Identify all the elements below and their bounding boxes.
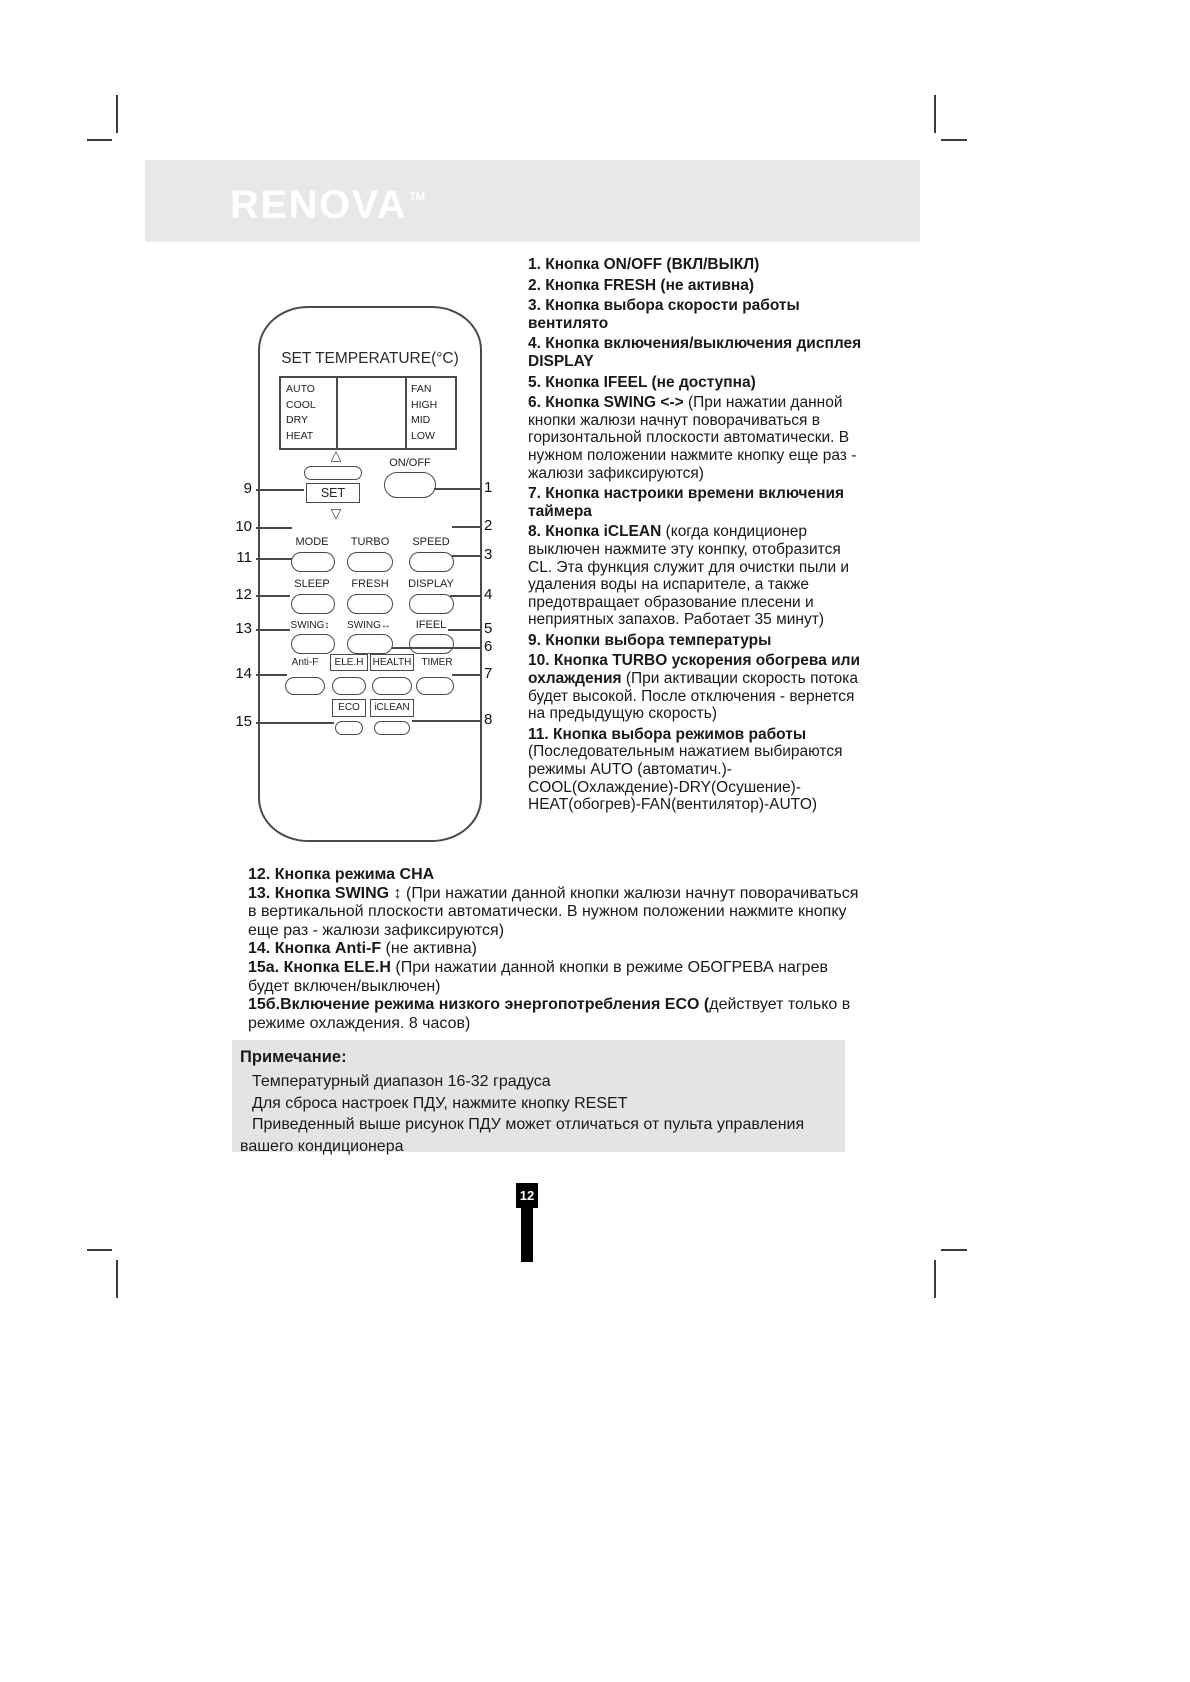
description-10-bold: 10. Кнопка TURBO ускорения обогрева или охлаждения [528,652,861,688]
callout-line-14 [256,674,287,676]
temp-up-icon: △ [330,447,342,463]
callout-line-9 [256,489,304,491]
description-5-bold: 5. Кнопка IFEEL (не доступна) [528,373,756,391]
sleep-button [291,594,335,614]
description-11-bold: 11. Кнопка выбора режимов работы [528,725,807,743]
crop-mark-top-left-v [116,95,118,133]
description-13 [248,885,868,941]
header-banner [145,160,920,242]
callout-line-15 [256,722,334,724]
speed-button [409,552,454,572]
description-12 [248,866,868,885]
iclean-label: iCLEAN [370,699,414,717]
description-10 [528,652,866,722]
description-4 [528,335,866,370]
temp-up-button [304,466,362,480]
description-15b-rest: действует только в режиме охлаждения. 8 часов) [248,996,851,1032]
callout-line-4 [450,595,480,597]
anti-f-label: Anti-F [291,657,319,668]
onoff-label: ON/OFF [389,457,431,469]
lcd-mode-auto: AUTO [286,383,315,395]
note-title: Примечание: [240,1048,347,1066]
callout-7: 7 [484,665,493,682]
callout-line-3 [452,555,480,557]
callout-3: 3 [484,546,493,563]
description-8-rest: (когда кондиционер выключен нажмите эту конпку, отобразится CL. Эта функция служит для очистки пыли и удаления воды на испарителе, а также предотвращает образование плесени и неприятных запахов. Работает 35 минут) [528,523,850,629]
callout-2: 2 [484,517,493,534]
lcd-temp-area [338,378,405,448]
timer-label: TIMER [421,657,453,668]
callout-line-11 [256,558,292,560]
lcd-fan-low: LOW [411,429,435,442]
callout-line-5 [448,629,480,631]
lcd-fan: FAN [411,383,432,395]
lcd-fan-column [405,378,455,448]
note-section [232,1040,845,1155]
description-2 [528,277,866,295]
crop-mark-bottom-left-v [116,1260,118,1298]
ifeel-button [409,634,454,654]
swing-vertical-button [291,634,335,654]
lcd-mode-heat: HEAT [286,429,314,442]
turbo-label: TURBO [350,536,390,548]
description-13-rest: (При нажатии данной кнопки жалюзи начнут поворачиваться в вертикальной плоскости автоматически. В нужном положении нажмите кнопку еще раз - жалюзи зафиксируются) [248,884,859,939]
description-1 [528,256,866,274]
crop-mark-top-right-v [934,95,936,133]
description-9-bold: 9. Кнопки выбора температуры [528,631,772,649]
crop-mark-bottom-left-h [87,1249,112,1251]
description-12-bold: 12. Кнопка режима СНА [248,866,435,883]
lcd-mode-dry: DRY [286,414,308,426]
eco-button [335,721,363,735]
lcd-mode-cool: COOL [286,398,316,411]
callout-4: 4 [484,586,493,603]
note-line-2: Для сброса настроек ПДУ, нажмите кнопку RESET [252,1094,628,1112]
page-number: 12 [516,1183,538,1208]
callout-9: 9 [243,480,252,497]
brand-logo [230,177,425,225]
button-descriptions-right [528,256,866,817]
crop-mark-bottom-right-h [941,1249,967,1251]
temp-down-icon: ▽ [330,505,342,521]
callout-15: 15 [235,713,252,730]
description-11 [528,726,866,814]
health-label: HEALTH [370,654,414,671]
onoff-button [384,472,436,498]
fresh-label: FRESH [351,578,389,590]
remote-control-figure [258,306,482,842]
callout-8: 8 [484,711,493,728]
remote-lcd-display [279,376,457,450]
description-7 [528,485,866,520]
callout-line-1 [434,488,480,490]
note-line-1: Температурный диапазон 16-32 градуса [252,1073,551,1090]
note-line-3: Приведенный выше рисунок ПДУ может отличаться от пульта управления вашего кондиционера [240,1116,805,1155]
description-13-bold: 13. Кнопка SWING ↕ [248,884,402,902]
callout-line-12 [256,595,290,597]
lcd-fan-mid: MID [411,414,431,426]
description-2-bold: 2. Кнопка FRESH (не активна) [528,276,755,294]
callout-line-6 [392,647,480,649]
callout-5: 5 [484,620,493,637]
swing-horizontal-label: SWING↔ [347,620,391,631]
remote-display-title: SET TEMPERATURE(°C) [281,350,459,367]
eco-label: ECO [332,699,366,717]
timer-button [416,677,454,695]
description-3 [528,297,866,332]
mode-button [291,552,335,572]
description-14 [248,940,868,959]
callout-line-13 [256,629,290,631]
set-button: SET [306,483,360,503]
callout-line-8 [412,720,480,722]
description-15a-rest: (При нажатии данной кнопки в режиме ОБОГРЕВА нагрев будет включен/выключен) [248,958,828,995]
display-button [409,594,454,614]
description-9 [528,632,866,650]
crop-mark-top-right-h [941,139,967,141]
description-14-bold: 14. Кнопка Anti-F [248,940,382,958]
description-3-bold: 3. Кнопка выбора скорости работы вентилято [528,297,800,332]
description-15a [248,959,868,996]
iclean-button [374,721,410,735]
lcd-fan-high: HIGH [411,398,438,411]
description-6 [528,394,866,482]
sleep-label: SLEEP [294,578,330,590]
health-button [372,677,412,695]
ele-h-button [332,677,366,695]
anti-f-button [285,677,325,695]
callout-11: 11 [236,549,252,566]
display-label: DISPLAY [408,578,454,590]
callout-6: 6 [484,638,493,655]
trademark-symbol: TM [409,191,426,203]
description-5 [528,374,866,392]
description-8 [528,523,866,629]
ifeel-label: IFEEL [415,619,447,631]
ele-h-label: ELE.H [330,654,368,671]
description-1-bold: 1. Кнопка ON/OFF (ВКЛ/ВЫКЛ) [528,256,760,273]
callout-14: 14 [235,665,252,682]
description-6-rest: (При нажатии данной кнопки жалюзи начнут поворачиваться в горизонтальной плоскости автоматически. В нужном положении нажмите кнопку еще раз - жалюзи зафиксируются) [528,394,857,482]
description-15b-bold: 15б.Включение режима низкого энергопотребления ECO ( [248,996,710,1014]
callout-line-2 [452,526,480,528]
description-4-bold: 4. Кнопка включения/выключения дисплея DISPLAY [528,335,862,370]
description-11-rest: (Последовательным нажатием выбираются режимы AUTO (автоматич.)-COOL(Охлаждение)-DRY(Осушение)-HEAT(обогрев)-FAN(вентилятор)-AUTO) [528,743,843,814]
description-7-bold: 7. Кнопка настроики времени включения таймера [528,485,845,520]
callout-13: 13 [235,620,252,637]
description-6-bold: 6. Кнопка SWING <-> [528,394,684,412]
callout-10: 10 [235,518,252,535]
speed-label: SPEED [412,536,450,548]
description-8-bold: 8. Кнопка iCLEAN [528,523,662,541]
brand-name: RENOVA [230,183,408,227]
callout-12: 12 [235,586,252,603]
description-15b [248,996,868,1033]
crop-mark-top-left-h [87,139,112,141]
callout-1: 1 [484,479,493,496]
turbo-button [347,552,393,572]
description-14-rest: (не активна) [381,940,477,958]
fresh-button [347,594,393,614]
button-descriptions-bottom [248,866,868,1033]
swing-horizontal-button [347,634,393,654]
callout-line-7 [452,674,480,676]
callout-line-10 [256,527,292,529]
page-number-bar [521,1208,533,1262]
description-15a-bold: 15а. Кнопка ELE.H [248,958,391,976]
mode-label: MODE [295,536,329,548]
description-10-rest: (При активации скорость потока будет высокой. После отключения - вернется на предыдущую скорость) [528,670,859,723]
crop-mark-bottom-right-v [934,1260,936,1298]
lcd-mode-column [281,378,338,448]
swing-vertical-label: SWING↕ [290,620,330,631]
